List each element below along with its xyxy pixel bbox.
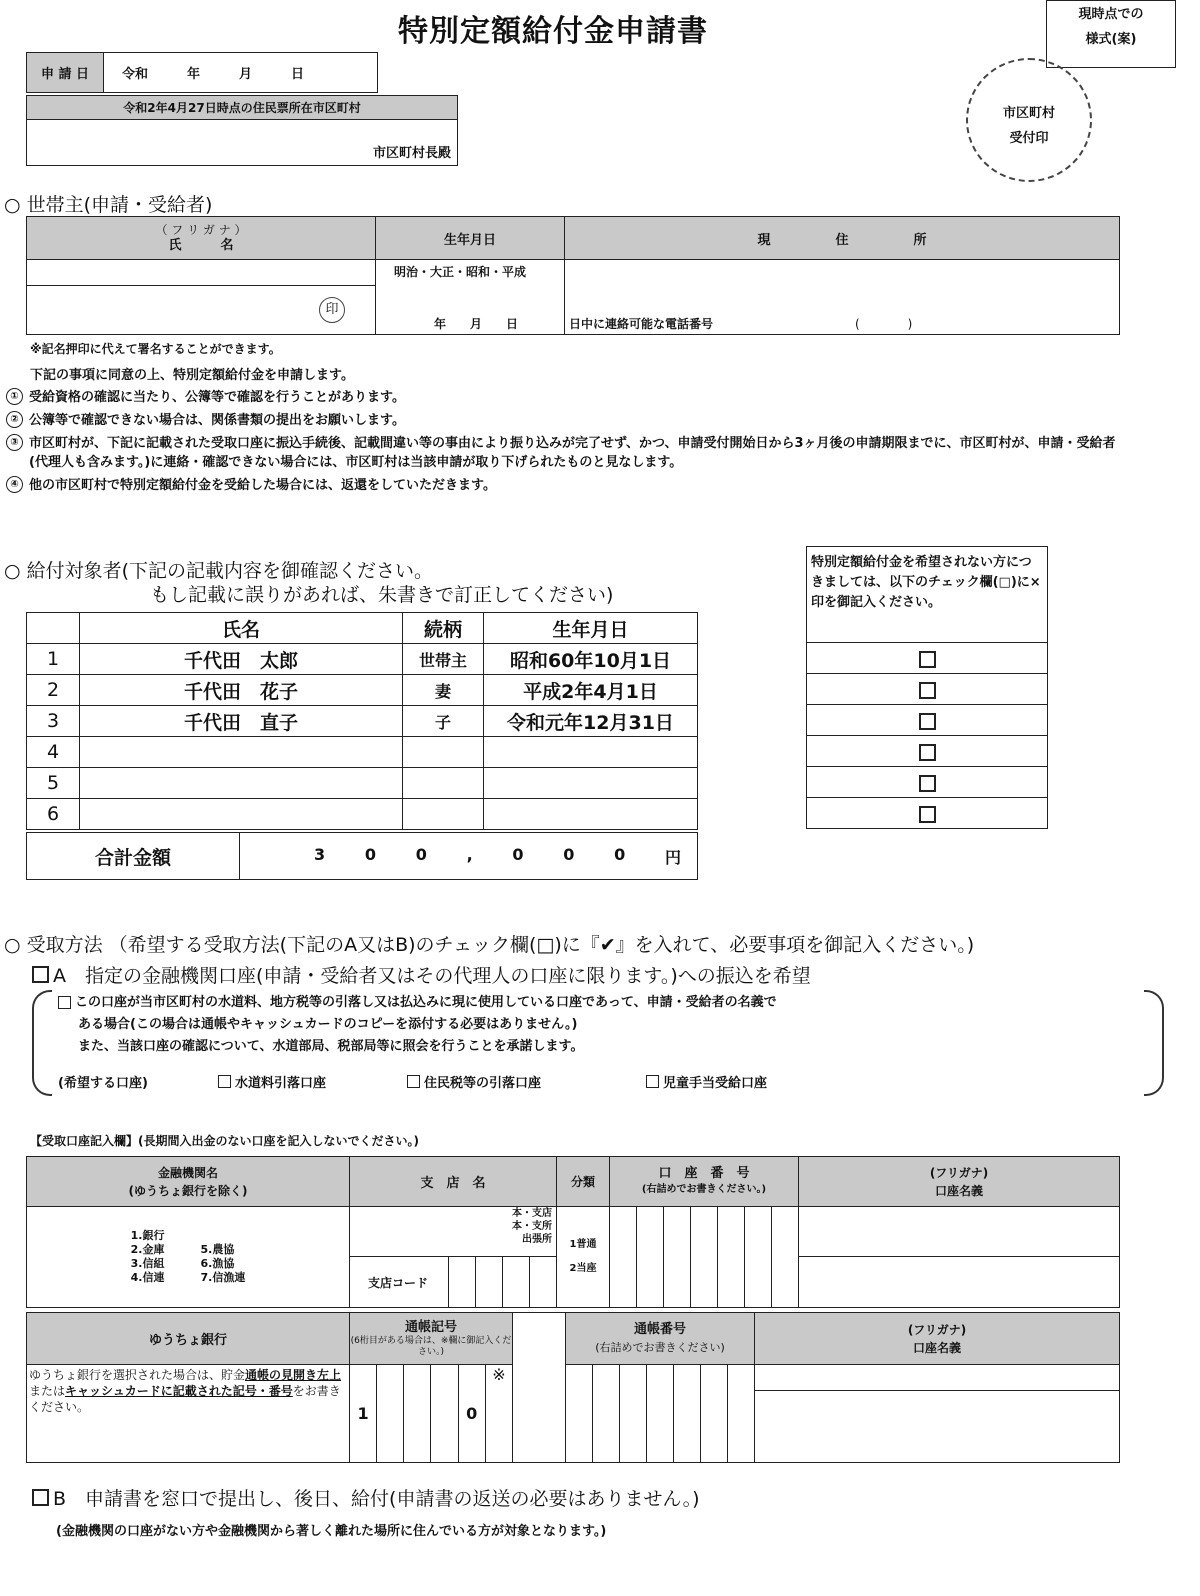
furigana-field[interactable] — [27, 260, 376, 286]
acct-digit[interactable] — [718, 1207, 745, 1308]
yucho-furigana-field[interactable] — [755, 1365, 1120, 1391]
account-section-title: 【受取口座記入欄】(長期間入出金のない口座を記入しないでください。) — [30, 1134, 419, 1148]
right-bracket — [1144, 990, 1164, 1096]
row-dob[interactable] — [484, 799, 698, 830]
option-b-label: B 申請書を窓口で提出し、後日、給付(申請書の返送の必要はありません。) — [53, 1488, 700, 1510]
row-dob[interactable] — [484, 768, 698, 799]
row-relation[interactable]: 子 — [403, 706, 484, 737]
branch-field[interactable]: 本・支店 本・支所 出張所 — [350, 1207, 557, 1257]
table-row — [27, 799, 698, 830]
number-digit[interactable] — [647, 1365, 674, 1463]
decline-checkbox[interactable] — [919, 806, 936, 823]
decline-table — [806, 546, 1048, 829]
child-allowance-checkbox[interactable] — [646, 1075, 659, 1088]
row-dob[interactable]: 平成2年4月1日 — [484, 675, 698, 706]
option-a-detail — [32, 990, 1164, 1096]
number-2-icon: ② — [6, 411, 23, 428]
page-title: 特別定額給付金申請書 — [398, 14, 708, 49]
bank-type-field[interactable]: 1.銀行 2.金庫 3.信組 4.信連 5.農協 6.漁協 7.信漁連 — [27, 1207, 350, 1308]
total-digit: 3 — [314, 844, 326, 864]
number-digit[interactable] — [593, 1365, 620, 1463]
consent-text: 受給資格の確認に当たり、公簿等で確認を行うことがあります。 — [29, 390, 405, 405]
yucho-holder-header: (フリガナ) 口座名義 — [755, 1313, 1120, 1365]
householder-table — [26, 216, 1120, 335]
option-b-row — [32, 1484, 700, 1511]
option-a-line2: ある場合(この場合は通帳やキャッシュカードのコピーを添付する必要はありません。) — [78, 1017, 578, 1032]
table-row — [27, 737, 698, 768]
yucho-instructions: ゆうちょ銀行を選択された場合は、貯金通帳の見開き左上またはキャッシュカードに記載された記号・番号をお書きください。 — [27, 1365, 350, 1463]
decline-checkbox[interactable] — [919, 744, 936, 761]
total-unit: 円 — [664, 847, 681, 867]
row-relation[interactable]: 妻 — [403, 675, 484, 706]
existing-account-checkbox[interactable] — [58, 996, 71, 1009]
acct-no-header: 口 座 番 号 (右詰めでお書きください。) — [610, 1157, 799, 1207]
symbol-digit[interactable] — [377, 1365, 404, 1463]
number-4-icon: ④ — [6, 476, 23, 493]
holder-header: (フリガナ) 口座名義 — [799, 1157, 1120, 1207]
receipt-section-title: ○ 受取方法 （希望する受取方法(下記のA又はB)のチェック欄(□)に『✔』を入れて、必要事項を御記入ください。) — [4, 934, 975, 956]
row-relation[interactable] — [403, 799, 484, 830]
total-table — [26, 832, 698, 880]
bank-name-header: 金融機関名 (ゆうちょ銀行を除く) — [27, 1157, 350, 1207]
decline-checkbox[interactable] — [919, 651, 936, 668]
row-dob[interactable]: 昭和60年10月1日 — [484, 644, 698, 675]
bank-account-table — [26, 1156, 1120, 1308]
reception-seal — [966, 58, 1092, 182]
consent-item — [6, 434, 1118, 472]
application-date-table — [26, 52, 378, 93]
branch-code-digit[interactable] — [503, 1257, 530, 1308]
row-name[interactable] — [80, 737, 403, 768]
row-name[interactable]: 千代田 太郎 — [80, 644, 403, 675]
acct-type-field[interactable]: 1普通 2当座 — [557, 1207, 610, 1308]
acct-digit[interactable] — [745, 1207, 772, 1308]
total-digit: , — [466, 844, 473, 864]
row-no: 1 — [27, 644, 80, 675]
householder-section-title: ○ 世帯主(申請・受給者) — [4, 194, 213, 216]
furigana-label: （ フ リ ガ ナ ） — [155, 223, 247, 237]
municipality-table — [26, 95, 458, 166]
number-header: 通帳番号 (右詰めでお書きください) — [566, 1313, 755, 1365]
row-no: 6 — [27, 799, 80, 830]
row-no: 4 — [27, 737, 80, 768]
number-1-icon: ① — [6, 388, 23, 405]
date-field[interactable]: 令和 年 月 日 — [104, 53, 378, 93]
symbol-fixed-zero: 0 — [458, 1365, 485, 1463]
acct-digit[interactable] — [664, 1207, 691, 1308]
option-a-row — [32, 961, 811, 988]
seal-line1: 市区町村 — [1002, 106, 1055, 121]
option-a-checkbox[interactable] — [32, 966, 49, 983]
branch-code-digit[interactable] — [449, 1257, 476, 1308]
option-a-line1: この口座が当市区町村の水道料、地方税等の引落し又は払込みに現に使用している口座であって、申請・受給者の名義で — [75, 995, 777, 1010]
name-field[interactable] — [27, 286, 376, 335]
blank-cell — [513, 1313, 566, 1365]
total-digit: 0 — [512, 844, 524, 864]
address-header: 現 住 所 — [565, 217, 1120, 260]
yucho-holder-field[interactable] — [755, 1391, 1120, 1463]
holder-furigana-field[interactable] — [799, 1207, 1120, 1257]
total-digit: 0 — [563, 844, 575, 864]
branch-code-digit[interactable] — [530, 1257, 557, 1308]
signature-note: ※記名押印に代えて署名することができます。 — [30, 342, 281, 356]
table-row — [27, 675, 698, 706]
row-name[interactable] — [80, 768, 403, 799]
dob-header: 生年月日 — [376, 217, 565, 260]
dob-field[interactable] — [376, 260, 565, 335]
municipality-header: 令和2年4月27日時点の住民票所在市区町村 — [27, 96, 458, 120]
decline-checkbox[interactable] — [919, 713, 936, 730]
wish-row — [58, 1072, 767, 1091]
table-row — [27, 706, 698, 737]
beneficiary-section-title2: もし記載に誤りがあれば、朱書きで訂正してください) — [150, 584, 614, 606]
tax-option-label: 住民税等の引落口座 — [424, 1076, 542, 1091]
consent-text: 公簿等で確認できない場合は、関係書類の提出をお願いします。 — [29, 413, 405, 428]
era-options: 明治・大正・昭和・平成 — [394, 265, 527, 279]
number-digit[interactable] — [674, 1365, 701, 1463]
option-a-line3: また、当該口座の確認について、水道部局、税部局等に照会を行うことを承諾します。 — [78, 1039, 584, 1054]
consent-item — [6, 388, 1118, 407]
yucho-table — [26, 1312, 1120, 1463]
number-3-icon: ③ — [6, 434, 23, 451]
consent-item — [6, 411, 1118, 430]
total-amount[interactable] — [240, 833, 698, 880]
seal-line2: 受付印 — [1009, 131, 1049, 146]
symbol-header: 通帳記号 (6桁目がある場合は、※欄に御記入ください。) — [350, 1313, 513, 1365]
col-dob: 生年月日 — [484, 613, 698, 644]
option-b-checkbox[interactable] — [32, 1489, 49, 1506]
number-digit[interactable] — [728, 1365, 755, 1463]
draft-line1: 現時点での — [1078, 7, 1144, 22]
row-relation[interactable]: 世帯主 — [403, 644, 484, 675]
phone-paren: ( ) — [855, 317, 913, 331]
row-no: 5 — [27, 768, 80, 799]
consent-text: 市区町村が、下記に記載された受取口座に振込手続後、記載間違い等の事由により振り込みが完了せず、かつ、申請受付開始日から3ヶ月後の申請期限までに、市区町村が、申請・受給者(代理人も含みます。)に連絡・確認できない場合には、市区町村は当該申請が取り下げられたものと見なします。 — [29, 436, 1116, 470]
row-relation[interactable] — [403, 737, 484, 768]
col-name: 氏名 — [80, 613, 403, 644]
name-header — [27, 217, 376, 260]
row-relation[interactable] — [403, 768, 484, 799]
symbol-digit[interactable] — [404, 1365, 431, 1463]
yucho-bank-label: ゆうちょ銀行 — [27, 1313, 350, 1365]
child-option-label: 児童手当受給口座 — [663, 1076, 768, 1091]
draft-form-box — [1046, 0, 1176, 68]
acct-digit[interactable] — [637, 1207, 664, 1308]
branch-code-digit[interactable] — [476, 1257, 503, 1308]
row-name[interactable] — [80, 799, 403, 830]
total-digit: 0 — [415, 844, 427, 864]
symbol-digit[interactable] — [431, 1365, 458, 1463]
seal-mark-icon: 印 — [319, 297, 345, 323]
branch-header: 支 店 名 — [350, 1157, 557, 1207]
beneficiary-section-title: ○ 給付対象者(下記の記載内容を御確認ください。 — [4, 560, 434, 582]
decline-checkbox[interactable] — [919, 775, 936, 792]
type-header: 分類 — [557, 1157, 610, 1207]
option-a-label: A 指定の金融機関口座(申請・受給者又はその代理人の口座に限ります。)への振込を希望 — [53, 965, 811, 987]
date-label: 申 請 日 — [27, 53, 104, 93]
decline-note: 特別定額給付金を希望されない方につきましては、以下のチェック欄(□)に×印を御記入ください。 — [807, 547, 1048, 643]
water-option-label: 水道料引落口座 — [235, 1076, 327, 1091]
decline-checkbox[interactable] — [919, 682, 936, 699]
consent-text: 他の市区町村で特別定額給付金を受給した場合には、返還をしていただきます。 — [29, 478, 496, 493]
address-field[interactable] — [565, 260, 1120, 335]
consent-list — [6, 388, 1118, 495]
acct-digit[interactable] — [610, 1207, 637, 1308]
row-dob[interactable] — [484, 737, 698, 768]
row-name[interactable]: 千代田 花子 — [80, 675, 403, 706]
draft-line2: 様式(案) — [1085, 32, 1137, 47]
symbol-prefix: 1 — [350, 1365, 377, 1463]
symbol-extra[interactable]: ※ — [485, 1365, 512, 1463]
acct-digit[interactable] — [691, 1207, 718, 1308]
number-digit[interactable] — [566, 1365, 593, 1463]
beneficiary-table — [26, 612, 698, 830]
total-digit: 0 — [364, 844, 376, 864]
row-no: 3 — [27, 706, 80, 737]
table-row — [27, 644, 698, 675]
row-dob[interactable]: 令和元年12月31日 — [484, 706, 698, 737]
branch-code-label: 支店コード — [350, 1257, 449, 1308]
row-name[interactable]: 千代田 直子 — [80, 706, 403, 737]
residence-tax-checkbox[interactable] — [407, 1075, 420, 1088]
dob-ymd: 年 月 日 — [434, 317, 519, 331]
number-digit[interactable] — [620, 1365, 647, 1463]
phone-label: 日中に連絡可能な電話番号 — [569, 317, 714, 331]
name-label: 氏 名 — [168, 238, 234, 253]
option-b-note: (金融機関の口座がない方や金融機関から著しく離れた場所に住んでいる方が対象となります。) — [56, 1524, 607, 1539]
consent-item — [6, 476, 1118, 495]
acct-digit[interactable] — [772, 1207, 799, 1308]
blank-cell — [513, 1365, 566, 1463]
col-relation: 続柄 — [403, 613, 484, 644]
option-a-text — [58, 992, 777, 1058]
table-row — [27, 768, 698, 799]
total-label: 合計金額 — [27, 833, 240, 880]
water-checkbox[interactable] — [218, 1075, 231, 1088]
consent-intro: 下記の事項に同意の上、特別定額給付金を申請します。 — [30, 368, 354, 383]
left-bracket — [32, 990, 52, 1096]
wish-label: (希望する口座) — [58, 1076, 148, 1091]
total-digit: 0 — [614, 844, 626, 864]
mayor-label[interactable]: 市区町村長殿 — [27, 120, 458, 166]
row-no: 2 — [27, 675, 80, 706]
holder-name-field[interactable] — [799, 1257, 1120, 1308]
number-digit[interactable] — [701, 1365, 728, 1463]
